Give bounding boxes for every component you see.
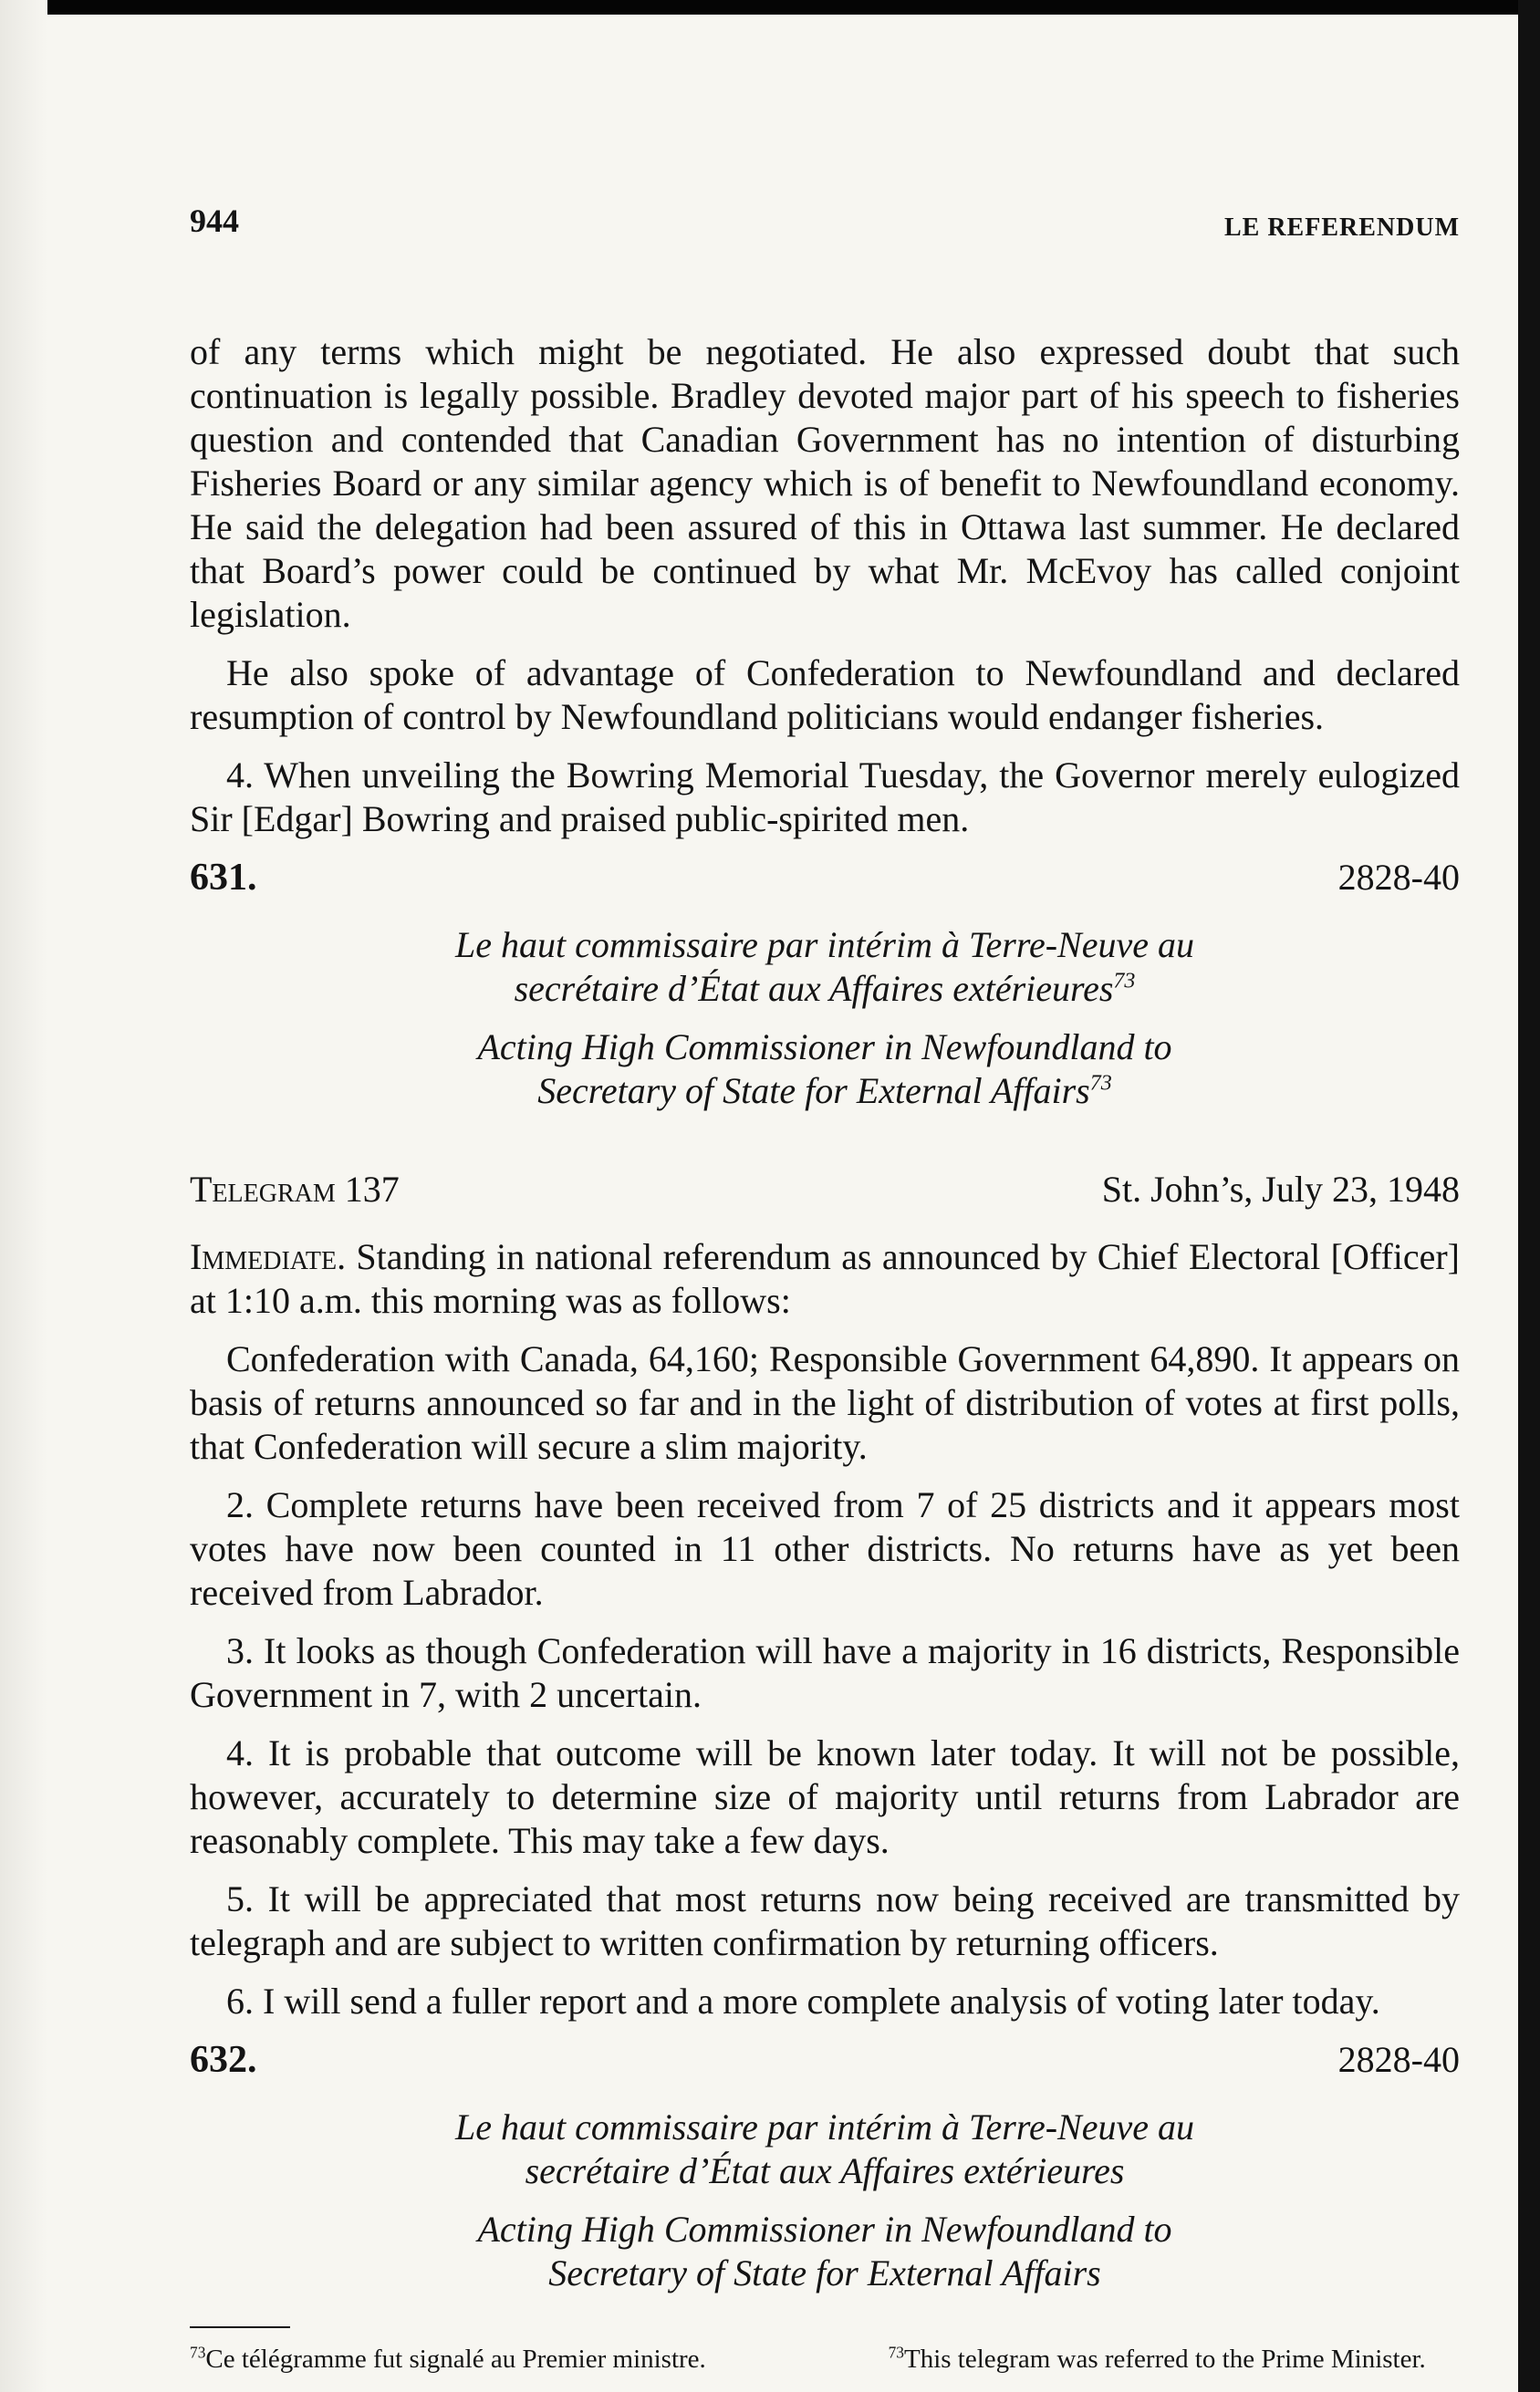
french-heading: [190, 2106, 1460, 2193]
heading-line: Secretary of State for External Affairs: [548, 2252, 1101, 2293]
heading-line: secrétaire d’État aux Affaires extérieures$^{73}$: [514, 968, 1136, 1009]
telegram-paragraph: 4. It is probable that outcome will be known later today. It will not be possible, however, accurately to determine size of majority until returns from Labrador are reasonably complete. This may take a few days.: [190, 1732, 1460, 1861]
footnotes: [190, 2341, 1460, 2377]
french-heading: [190, 923, 1460, 1011]
heading-line: Le haut commissaire par intérim à Terre-Neuve au: [455, 2106, 1194, 2148]
footnote-ref: 73: [1113, 969, 1136, 993]
telegram-paragraph: Immediate. Standing in national referendum as announced by Chief Electoral [Officer] at 1:10 a.m. this morning was as follows:: [190, 1236, 1461, 1321]
continued-paragraph: He also spoke of advantage of Confederation to Newfoundland and declared resumption of control by Newfoundland politicians would endanger fisheries.: [190, 652, 1460, 737]
file-reference: 2828-40: [1337, 2039, 1460, 2080]
priority-label: Immediate.: [190, 1236, 347, 1277]
telegram-number: Telegram 137: [190, 1169, 400, 1210]
scan-top-edge: [0, 0, 1540, 15]
footnote-ref: 73: [1089, 1071, 1112, 1096]
document-632-header: [190, 2038, 1460, 2082]
continued-paragraph: 4. When unveiling the Bowring Memorial Tuesday, the Governor merely eulogized Sir [Edgar] Bowring and praised public-spirited men.: [190, 754, 1460, 839]
footnote-mark: 73: [190, 2343, 206, 2362]
file-reference: 2828-40: [1337, 857, 1460, 898]
telegram-paragraph: Confederation with Canada, 64,160; Responsible Government 64,890. It appears on basis of returns announced so far and in the light of distribution of votes at first polls, that Confederation will secure a slim majority.: [190, 1338, 1460, 1467]
scan-right-edge: [1518, 0, 1540, 2392]
document-631-header: [190, 856, 1460, 900]
telegram-line: [190, 1168, 1460, 1212]
footnote-english: $^{73}$This telegram was referred to the Prime Minister.: [888, 2343, 1426, 2374]
continued-paragraph: of any terms which might be negotiated. He also expressed doubt that such continuation is legally possible. Bradley devoted major part of his speech to fisheries question and contended that Canadian Government has no intention of disturbing Fisheries Board or any similar agency which is of benefit to Newfoundland economy. He said the delegation had been assured of this in Ottawa last summer. He declared that Board’s power could be continued by what Mr. McEvoy has called conjoint legislation.: [190, 331, 1460, 635]
telegram-paragraph: 2. Complete returns have been received from 7 of 25 districts and it appears most votes have now been counted in 11 other districts. No returns have as yet been received from Labrador.: [190, 1484, 1460, 1613]
place-date: St. John’s, July 23, 1948: [1101, 1169, 1460, 1210]
english-heading: [190, 1025, 1460, 1113]
english-heading: [190, 2208, 1460, 2295]
page-number: 944: [190, 203, 239, 239]
heading-line: Secretary of State for External Affairs$^{73}$: [537, 1070, 1112, 1111]
telegram-paragraph: 3. It looks as though Confederation will have a majority in 16 districts, Responsible Government in 7, with 2 uncertain.: [190, 1630, 1460, 1715]
running-title: LE REFERENDUM: [1223, 213, 1460, 242]
footnote-mark: 73: [888, 2343, 904, 2362]
footnote-french: $^{73}$Ce télégramme fut signalé au Premier ministre.: [190, 2343, 706, 2374]
heading-line: Acting High Commissioner in Newfoundland to: [477, 2209, 1172, 2250]
heading-line: Acting High Commissioner in Newfoundland to: [477, 1026, 1172, 1067]
telegram-paragraph: 6. I will send a fuller report and a more complete analysis of voting later today.: [226, 1981, 1380, 2022]
running-head: [190, 199, 1460, 250]
document-number: 631.: [190, 857, 257, 899]
document-page: [190, 199, 1460, 2377]
scan-left-edge: [0, 0, 47, 2392]
heading-line: secrétaire d’État aux Affaires extérieures: [525, 2150, 1125, 2191]
telegram-paragraph: 5. It will be appreciated that most returns now being received are transmitted by telegraph and are subject to written confirmation by returning officers.: [190, 1878, 1460, 1963]
footnote-rule: [190, 2326, 290, 2328]
document-number: 632.: [190, 2039, 257, 2081]
heading-line: Le haut commissaire par intérim à Terre-Neuve au: [455, 924, 1194, 965]
